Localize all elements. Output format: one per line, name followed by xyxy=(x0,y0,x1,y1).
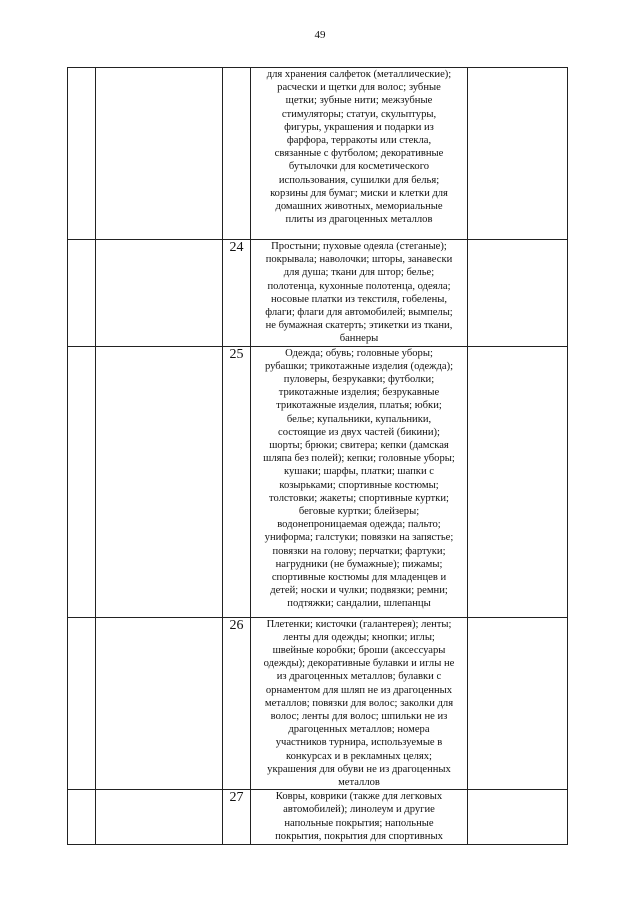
class-number-cell: 26 xyxy=(223,617,251,790)
description-line: расчески и щетки для волос; зубные xyxy=(277,82,441,94)
description-line: участников турнира, используемые в xyxy=(275,737,443,749)
description-line: кушаки; шарфы, платки; шапки с xyxy=(284,466,434,478)
description-line: одежды); декоративные булавки и иглы не xyxy=(263,658,455,670)
empty-cell xyxy=(68,346,96,617)
empty-cell xyxy=(468,346,568,617)
description-line: белье; купальники, купальники, xyxy=(286,413,432,425)
description-line: состоящие из двух частей (бикини); xyxy=(278,426,440,438)
description-line: нагрудники (не бумажные); пижамы; xyxy=(275,558,443,570)
table-row xyxy=(68,240,568,347)
description-line: связанные с футболом; декоративные xyxy=(274,148,444,160)
empty-cell xyxy=(68,617,96,790)
class-number-cell: 24 xyxy=(223,240,251,347)
empty-cell xyxy=(468,617,568,790)
description-line: полотенца, кухонные полотенца, одеяла; xyxy=(267,280,451,292)
empty-cell xyxy=(468,68,568,240)
description-line: украшения для обуви не из драгоценных xyxy=(267,763,451,775)
description-line: ленты для одежды; кнопки; иглы; xyxy=(283,631,435,643)
class-number-cell: 27 xyxy=(223,790,251,845)
description-line: швейные коробки; броши (аксессуары xyxy=(272,645,446,657)
description-line: металлов xyxy=(338,777,380,789)
goods-description-cell xyxy=(251,346,468,617)
table-row xyxy=(68,346,568,617)
empty-cell xyxy=(68,68,96,240)
table-row xyxy=(68,68,568,240)
empty-cell xyxy=(96,68,223,240)
description-line: шляпа без полей); кепки; головные уборы; xyxy=(263,453,455,465)
table-row xyxy=(68,790,568,845)
description-line: плиты из драгоценных металлов xyxy=(285,214,433,226)
page-number: 49 xyxy=(314,29,326,41)
empty-cell xyxy=(468,790,568,845)
goods-description-cell xyxy=(251,240,468,347)
goods-description-cell xyxy=(251,790,468,845)
description-line: покрывала; наволочки; шторы, занавески xyxy=(265,254,453,266)
description-line: спортивные костюмы для младенцев и xyxy=(271,572,447,584)
table-row xyxy=(68,617,568,790)
description-line: корзины для бумаг; миски и клетки для xyxy=(270,187,448,199)
description-line: трикотажные изделия; безрукавные xyxy=(278,387,440,399)
description-line: автомобилей); линолеум и другие xyxy=(283,804,435,816)
description-line: драгоценных металлов; номера xyxy=(288,724,430,736)
goods-description-cell xyxy=(251,68,468,240)
class-number-cell: 25 xyxy=(223,346,251,617)
empty-cell xyxy=(96,790,223,845)
empty-cell xyxy=(96,240,223,347)
description-line: бутылочки для косметического xyxy=(288,161,430,173)
description-line: не бумажная скатерть; этикетки из ткани, xyxy=(265,320,453,332)
description-line: напольные покрытия; напольные xyxy=(284,817,434,829)
class-number-cell xyxy=(223,68,251,240)
description-line: Одежда; обувь; головные уборы; xyxy=(285,347,433,359)
description-line: орнаментом для шляп не из драгоценных xyxy=(265,684,453,696)
description-line: водонепроницаемая одежда; пальто; xyxy=(277,519,441,531)
description-line: пуловеры, безрукавки; футболки; xyxy=(283,374,435,386)
description-line: флаги; флаги для автомобилей; вымпелы; xyxy=(265,307,453,319)
description-line: рубашки; трикотажные изделия (одежда); xyxy=(264,360,454,372)
goods-description-cell xyxy=(251,617,468,790)
description-line: Ковры, коврики (также для легковых xyxy=(275,791,443,803)
description-line: подтяжки; сандалии, шлепанцы xyxy=(287,598,431,610)
description-line: из драгоценных металлов; булавки с xyxy=(276,671,442,683)
empty-cell xyxy=(68,790,96,845)
description-line: носовые платки из текстиля, гобелены, xyxy=(270,293,448,305)
description-line: толстовки; жакеты; спортивные куртки; xyxy=(269,492,449,504)
description-line: детей; носки и чулки; подвязки; ремни; xyxy=(270,585,448,597)
description-line: Простыни; пуховые одеяла (стеганые); xyxy=(271,241,447,252)
empty-cell xyxy=(68,240,96,347)
description-line: трикотажные изделия, платья; юбки; xyxy=(276,400,442,412)
description-line: Плетенки; кисточки (галантерея); ленты; xyxy=(266,618,452,630)
description-line: конкурсах и в рекламных целях; xyxy=(286,750,432,762)
empty-cell xyxy=(96,617,223,790)
description-line: шорты; брюки; свитера; кепки (дамская xyxy=(269,440,449,452)
goods-classes-table xyxy=(67,67,568,845)
description-line: баннеры xyxy=(339,333,379,345)
description-line: козырьками; спортивные костюмы; xyxy=(279,479,439,491)
description-line: волос; ленты для волос; шпильки не из xyxy=(270,711,448,723)
description-line: фарфора, терракоты или стекла, xyxy=(286,135,432,147)
empty-cell xyxy=(468,240,568,347)
description-line: металлов; повязки для волос; заколки для xyxy=(264,697,454,709)
description-line: фигуры, украшения и подарки из xyxy=(284,121,434,133)
empty-cell xyxy=(96,346,223,617)
description-line: щетки; зубные нити; межзубные xyxy=(285,95,433,107)
description-line: для хранения салфеток (металлические); xyxy=(266,69,452,80)
description-line: для душа; ткани для штор; белье; xyxy=(283,267,435,279)
description-line: повязки на голову; перчатки; фартуки; xyxy=(272,545,446,557)
description-line: стимуляторы; статуи, скульптуры, xyxy=(281,108,437,120)
description-line: домашних животных, мемориальные xyxy=(275,201,443,213)
description-line: беговые куртки; блейзеры; xyxy=(298,506,420,518)
description-line: униформа; галстуки; повязки на запястье; xyxy=(264,532,454,544)
description-line: использования, сушилки для белья; xyxy=(278,174,440,186)
description-line: покрытия, покрытия для спортивных xyxy=(275,830,443,842)
